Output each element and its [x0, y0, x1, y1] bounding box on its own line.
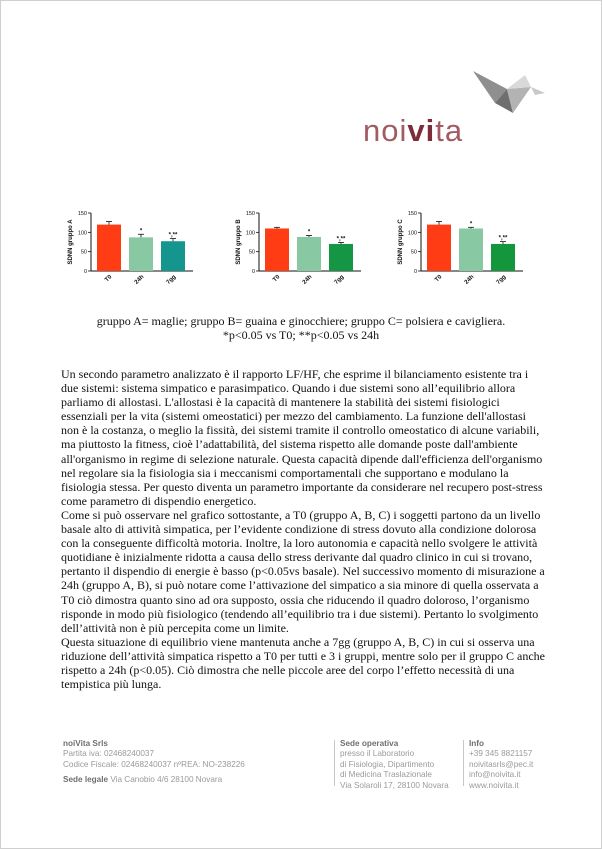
company-cf: Codice Fiscale: 02468240037 nºREA: NO-238226	[63, 759, 245, 769]
y-axis-label: SDNN gruppo B	[236, 219, 242, 265]
y-tick-label: 50	[248, 249, 255, 256]
company-name: noiVita Srls	[63, 739, 108, 748]
bar-t0	[265, 228, 289, 271]
y-tick-label: 100	[407, 230, 417, 237]
legal-address: Via Canobio 4/6 28100 Novara	[110, 775, 223, 785]
y-tick-label: 100	[77, 230, 87, 237]
legal-label: Sede legale	[63, 775, 109, 785]
operativa-line: Via Solaroli 17, 28100 Novara	[340, 780, 449, 790]
y-tick-label: 150	[245, 211, 255, 217]
bird-logo-icon	[473, 67, 545, 115]
y-axis-label: SDNN gruppo A	[68, 219, 74, 265]
y-tick-label: 0	[251, 269, 255, 275]
info-pec[interactable]: noivitasrls@pec.it	[469, 759, 534, 769]
x-tick-label: 24h	[133, 274, 146, 286]
x-tick-label: 24h	[463, 274, 476, 286]
significance-marker: *,**	[336, 236, 346, 243]
bar-7gg	[491, 244, 515, 271]
chart-svg	[63, 201, 183, 293]
y-tick-label: 150	[407, 211, 417, 217]
footer-operativa	[340, 739, 449, 791]
company-piva: Partita iva: 02468240037	[63, 749, 155, 759]
y-tick-label: 0	[413, 269, 417, 275]
figure-caption-groups: gruppo A= maglie; gruppo B= guaina e ginocchiere; gruppo C= polsiera e cavigliera.	[96, 314, 506, 328]
bar-t0	[427, 225, 451, 271]
chart-sdnn-gruppo-c	[393, 201, 513, 293]
body-text	[61, 367, 545, 691]
operativa-line: di Medicina Traslazionale	[340, 770, 432, 780]
footer-divider	[334, 740, 335, 786]
significance-marker: *,**	[498, 235, 508, 242]
y-tick-label: 50	[410, 249, 417, 256]
chart-svg	[231, 201, 351, 293]
info-phone[interactable]: +39 345 8821157	[469, 749, 533, 759]
operativa-line: di Fisiologia, Dipartimento	[340, 759, 435, 769]
significance-marker: *,**	[168, 232, 178, 239]
bar-t0	[97, 225, 121, 271]
chart-sdnn-gruppo-b	[231, 201, 351, 293]
bar-24h	[459, 228, 483, 271]
operativa-title: Sede operativa	[340, 739, 399, 748]
noivita-logo	[363, 67, 553, 157]
x-tick-label: 7gg	[333, 274, 346, 286]
footer-company	[63, 739, 245, 786]
info-web[interactable]: www.noivita.it	[469, 780, 519, 790]
y-axis-label: SDNN gruppo C	[398, 219, 404, 265]
significance-marker: *	[307, 229, 311, 236]
y-tick-label: 150	[77, 211, 87, 217]
info-title: Info	[469, 739, 485, 748]
logo-wordmark: noivita	[363, 113, 464, 148]
info-email[interactable]: info@noivita.it	[469, 770, 521, 780]
footer-divider	[463, 740, 464, 786]
x-tick-label: T0	[434, 274, 444, 284]
chart-svg	[393, 201, 513, 293]
x-tick-label: 7gg	[165, 274, 178, 286]
footer-info	[469, 739, 533, 791]
chart-sdnn-gruppo-a	[63, 201, 183, 293]
paragraph: Un secondo parametro analizzato è il rapporto LF/HF, che esprime il bilanciamento esistente tra i due sistemi: sistema simpatico e parasimpatico. Quando i due sistemi sono all’equilibrio allora parliamo di allostasi. L'allostasi è la capacità di mantenere la stabilità dei sistemi fisiologici essenziali per la vita (sistemi omeostatici) per mezzo del cambiamento. La funzione dell'allostasi non è la costanza, o meglio la fissità, dei sistemi tramite il controllo omeostatico di alcune variabili, ma piuttosto la fitness, cioè l’adattabilità, del sistema rispetto alle domande poste dall'ambiente all'organismo in regime di selezione naturale. Questa capacità dipende dall'efficienza dell'organismo nel regolare sia la fisiologia sia i meccanismi comportamentali che supportano e modulano la fisiologia stessa. Per questo diventa un parametro importante da considerare nel recupero post-stress come parametro di dispendio energetico.	[61, 367, 543, 508]
x-tick-label: T0	[272, 274, 282, 284]
paragraph: Questa situazione di equilibrio viene mantenuta anche a 7gg (gruppo A, B, C) in cui si osserva una riduzione dell’attività simpatica rispetto a T0 per tutti e 3 i gruppi, mentre solo per il gruppo C anche rispetto a 24h (p<0.05). Ciò dimostra che nelle piccole aree del corpo l’effetto necessità di una tempistica più lunga.	[61, 634, 545, 692]
y-tick-label: 100	[245, 230, 255, 237]
paragraph: Come si può osservare nel grafico sottostante, a T0 (gruppo A, B, C) i soggetti partono da un livello basale alto di attività simpatica, per l’evidente condizione di stress dovuto alla condizione dolorosa con la conseguente difficoltà motoria. Inoltre, la loro autonomia e capacità nello svolgere le attività quotidiane è inizialmente ridotta a causa dello stress derivante dal quadro clinico in cui si trovano, pertanto il dispendio di energie è basso (p<0.05vs basale). Nel successivo momento di misurazione a 24h (gruppo A, B), si può notare come l’attivazione del simpatico a sia minore di quella osservata a T0 ciò dimostra quanto sino ad ora supposto, ossia che riducendo il quadro doloroso, l’organismo risponde in modo più fisiologico (tendendo all’equilibrio tra i due sistemi). Pertanto lo svolgimento dell’attività non è più percepita come un limite.	[61, 507, 545, 635]
bar-7gg	[329, 244, 353, 271]
bar-24h	[297, 237, 321, 271]
bar-24h	[129, 237, 153, 271]
x-tick-label: T0	[104, 274, 114, 284]
y-tick-label: 0	[83, 269, 87, 275]
figure-caption-significance: *p<0.05 vs T0; **p<0.05 vs 24h	[222, 328, 380, 342]
significance-marker: *	[139, 228, 143, 235]
x-tick-label: 7gg	[495, 274, 508, 286]
operativa-line: presso il Laboratorio	[340, 749, 415, 759]
x-tick-label: 24h	[301, 274, 314, 286]
bar-7gg	[161, 241, 185, 271]
y-tick-label: 50	[80, 249, 87, 256]
significance-marker: *	[469, 221, 473, 228]
